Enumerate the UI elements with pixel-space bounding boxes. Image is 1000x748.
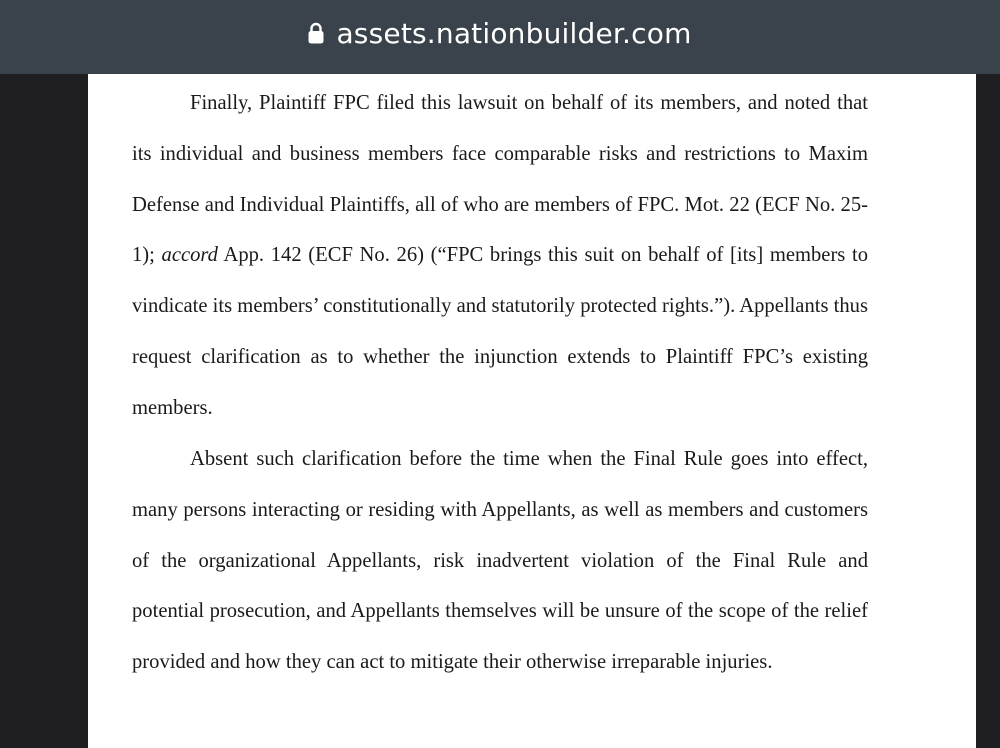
- viewer-left-margin: [0, 74, 88, 748]
- paragraph-1-text-b: App. 142 (ECF No. 26) (“FPC brings this suit on behalf of [its] members to vindicate its members’ constitutionally and statutorily protected rights.”). Appellants thus request clarification as to whether the injunction extends to Plaintiff FPC’s existing members.: [132, 244, 868, 419]
- browser-address-bar[interactable]: [0, 0, 1000, 74]
- paragraph-1: [132, 78, 868, 434]
- paragraph-2: Absent such clarification before the time when the Final Rule goes into effect, many persons interacting or residing with Appellants, as well as members and customers of the organizational Appellants, risk inadvertent violation of the Final Rule and potential prosecution, and Appellants themselves will be unsure of the scope of the relief provided and how they can act to mitigate their otherwise irreparable injuries.: [132, 448, 868, 674]
- viewer-right-margin: [976, 74, 1000, 748]
- document-page: [88, 74, 976, 748]
- url-display[interactable]: [308, 17, 691, 50]
- url-text: assets.nationbuilder.com: [336, 16, 692, 50]
- paragraph-1-italic: accord: [161, 244, 218, 267]
- paragraph-1-text-a: Finally, Plaintiff FPC filed this lawsuit on behalf of its members, and noted that its individual and business members face comparable risks and restrictions to Maxim Defense and Individual Plaintiffs, all of who are members of FPC. Mot. 22 (ECF No. 25-1);: [132, 92, 868, 267]
- lock-icon: [308, 22, 324, 44]
